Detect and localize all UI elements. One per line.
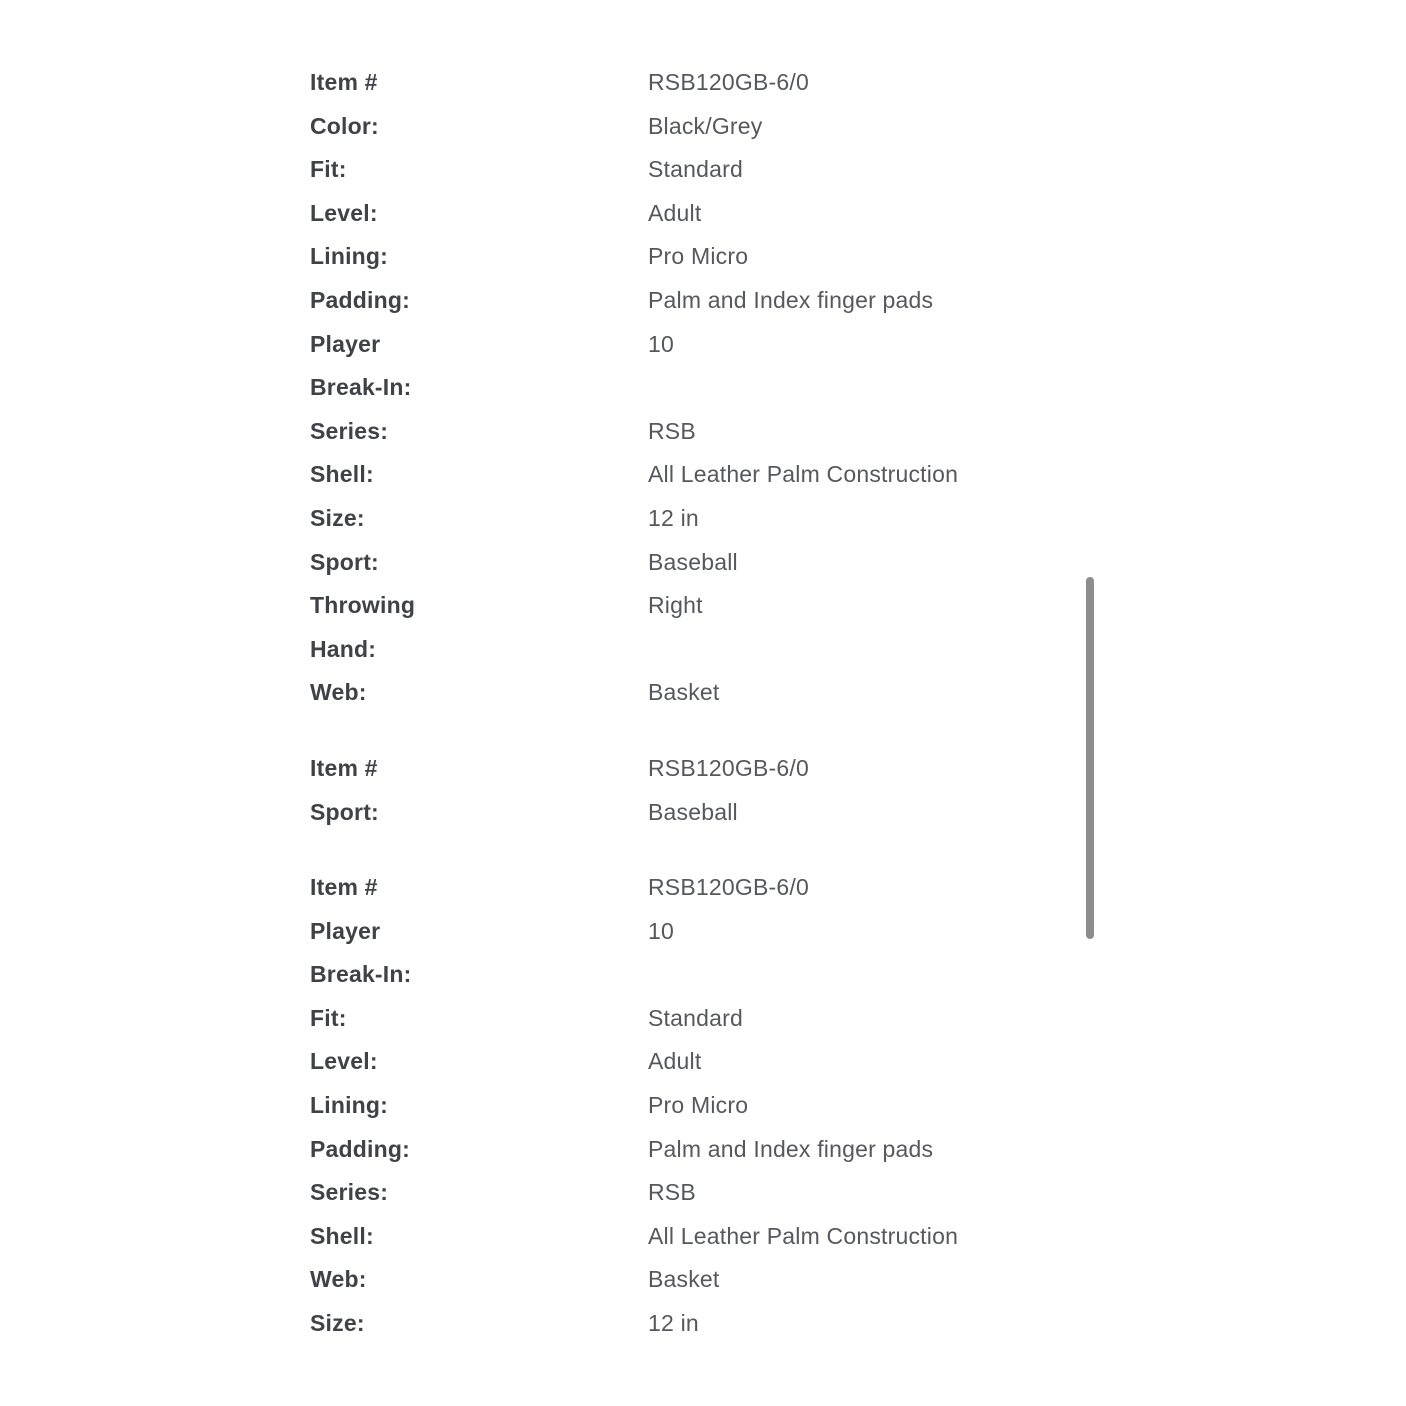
spec-label xyxy=(310,1084,648,1128)
spec-label xyxy=(310,866,648,910)
spec-label-text: Item # xyxy=(310,754,378,781)
spec-value: Adult xyxy=(648,199,702,226)
spec-value: RSB120GB-6/0 xyxy=(648,69,809,95)
spec-value: Pro Micro xyxy=(648,1092,749,1119)
spec-label-text: Sport: xyxy=(310,798,379,825)
spec-label xyxy=(310,1040,648,1084)
spec-label xyxy=(310,1171,648,1215)
spec-value: RSB120GB-6/0 xyxy=(648,754,809,781)
spec-row xyxy=(310,671,1010,715)
spec-label xyxy=(310,791,648,835)
spec-value: Adult xyxy=(648,1048,702,1075)
spec-section xyxy=(310,866,1010,1346)
spec-row xyxy=(310,497,1010,541)
spec-value: RSB xyxy=(648,417,696,444)
spec-label-text: Lining: xyxy=(310,1092,389,1119)
spec-label xyxy=(310,497,648,541)
spec-row xyxy=(310,192,1010,236)
spec-label-text: Player Break-In: xyxy=(310,330,412,401)
spec-label-text: Player Break-In: xyxy=(310,917,412,988)
spec-label-text: Padding: xyxy=(310,286,410,313)
spec-row xyxy=(310,279,1010,323)
spec-label xyxy=(310,148,648,192)
spec-label xyxy=(310,1215,648,1259)
spec-row xyxy=(310,791,1010,835)
spec-value: Baseball xyxy=(648,548,738,575)
spec-row xyxy=(310,410,1010,454)
product-specs-list xyxy=(310,61,1010,1378)
spec-label-text: Web: xyxy=(310,679,367,706)
spec-row xyxy=(310,1084,1010,1128)
spec-label xyxy=(310,192,648,236)
spec-label-text: Level: xyxy=(310,1048,378,1075)
spec-row xyxy=(310,148,1010,192)
spec-value: Standard xyxy=(648,156,743,183)
spec-label xyxy=(310,1128,648,1172)
spec-label xyxy=(310,747,648,791)
spec-value: All Leather Palm Construction xyxy=(648,1222,959,1249)
spec-label-text: Web: xyxy=(310,1266,367,1293)
spec-label xyxy=(310,584,648,671)
spec-label-text: Fit: xyxy=(310,1004,347,1031)
spec-value: Right xyxy=(648,592,703,619)
spec-label-text: Series: xyxy=(310,417,389,444)
spec-row xyxy=(310,1171,1010,1215)
spec-row xyxy=(310,1215,1010,1259)
spec-label xyxy=(310,279,648,323)
spec-label-text: Padding: xyxy=(310,1135,410,1162)
spec-row xyxy=(310,453,1010,497)
spec-label-text: Size: xyxy=(310,1310,365,1337)
spec-label xyxy=(310,235,648,279)
spec-row xyxy=(310,910,1010,997)
scrollbar-thumb[interactable] xyxy=(1086,577,1094,939)
spec-value: 10 xyxy=(648,917,674,944)
spec-row xyxy=(310,584,1010,671)
spec-row xyxy=(310,541,1010,585)
spec-row xyxy=(310,323,1010,410)
spec-label-text: Fit: xyxy=(310,156,347,183)
spec-value: 12 in xyxy=(648,504,699,531)
spec-value: Palm and Index finger pads xyxy=(648,286,934,313)
spec-value: RSB xyxy=(648,1179,696,1206)
spec-value: 12 in xyxy=(648,1310,699,1337)
spec-row xyxy=(310,747,1010,791)
spec-label-text: Lining: xyxy=(310,243,389,270)
spec-label xyxy=(310,410,648,454)
spec-label xyxy=(310,997,648,1041)
spec-value: All Leather Palm Construction xyxy=(648,461,959,488)
spec-label xyxy=(310,453,648,497)
spec-label-text: Item # xyxy=(310,69,378,95)
spec-row xyxy=(310,1040,1010,1084)
spec-value: Palm and Index finger pads xyxy=(648,1135,934,1162)
spec-label-text: Level: xyxy=(310,199,378,226)
spec-value: Pro Micro xyxy=(648,243,749,270)
spec-label-text: Shell: xyxy=(310,461,374,488)
spec-value: Baseball xyxy=(648,798,738,825)
spec-value: RSB120GB-6/0 xyxy=(648,874,809,901)
spec-label xyxy=(310,61,648,105)
spec-label-text: Shell: xyxy=(310,1222,374,1249)
spec-row xyxy=(310,61,1010,105)
spec-value: 10 xyxy=(648,330,674,357)
spec-value: Black/Grey xyxy=(648,112,763,139)
spec-label-text: Sport: xyxy=(310,548,379,575)
spec-row xyxy=(310,1258,1010,1302)
spec-label-text: Series: xyxy=(310,1179,389,1206)
spec-row xyxy=(310,1128,1010,1172)
spec-row xyxy=(310,235,1010,279)
spec-value: Standard xyxy=(648,1004,743,1031)
spec-label-text: Color: xyxy=(310,112,379,139)
spec-label xyxy=(310,671,648,715)
spec-label xyxy=(310,1258,648,1302)
spec-row xyxy=(310,1302,1010,1346)
spec-label xyxy=(310,105,648,149)
spec-row xyxy=(310,105,1010,149)
spec-label xyxy=(310,541,648,585)
spec-label-text: Size: xyxy=(310,504,365,531)
spec-row xyxy=(310,866,1010,910)
spec-section xyxy=(310,61,1010,715)
spec-label xyxy=(310,323,648,410)
spec-label xyxy=(310,1302,648,1346)
spec-label-text: Item # xyxy=(310,874,378,901)
spec-label xyxy=(310,910,648,997)
spec-row xyxy=(310,997,1010,1041)
spec-value: Basket xyxy=(648,679,720,706)
spec-label-text: Throwing Hand: xyxy=(310,592,416,662)
spec-value: Basket xyxy=(648,1266,720,1293)
spec-section xyxy=(310,747,1010,834)
